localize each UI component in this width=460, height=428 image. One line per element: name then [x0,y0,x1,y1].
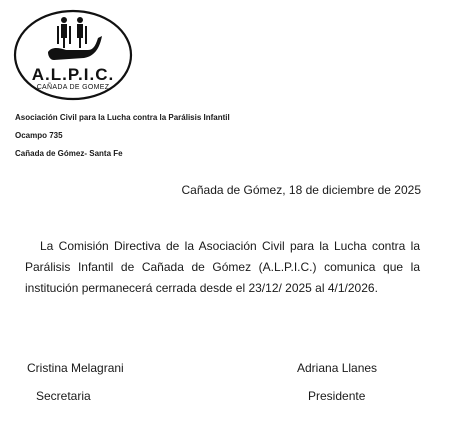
logo-name: A.L.P.I.C. [31,65,115,84]
org-name: Asociación Civil para la Lucha contra la Parálisis Infantil [15,113,230,122]
alpic-logo [12,8,134,102]
signature-name-president: Adriana Llanes [297,361,378,375]
logo-city: CAÑADA DE GOMEZ [36,84,110,91]
org-city: Cañada de Gómez- Santa Fe [15,149,123,158]
signature-role-secretary: Secretaria [36,389,91,403]
date-line: Cañada de Gómez, 18 de diciembre de 2025 [181,183,421,197]
signature-role-president: Presidente [308,389,366,403]
body-paragraph: La Comisión Directiva de la Asociación Civil para la Lucha contra la Parálisis Infantil de Cañada de Gómez (A.L.P.I.C.) comunica que la institución permanecerá cerrada desde el 23/12/ 2025 al 4/1/2026. [25,239,420,295]
signature-name-secretary: Cristina Melagrani [27,361,124,375]
org-street: Ocampo 735 [15,131,63,140]
